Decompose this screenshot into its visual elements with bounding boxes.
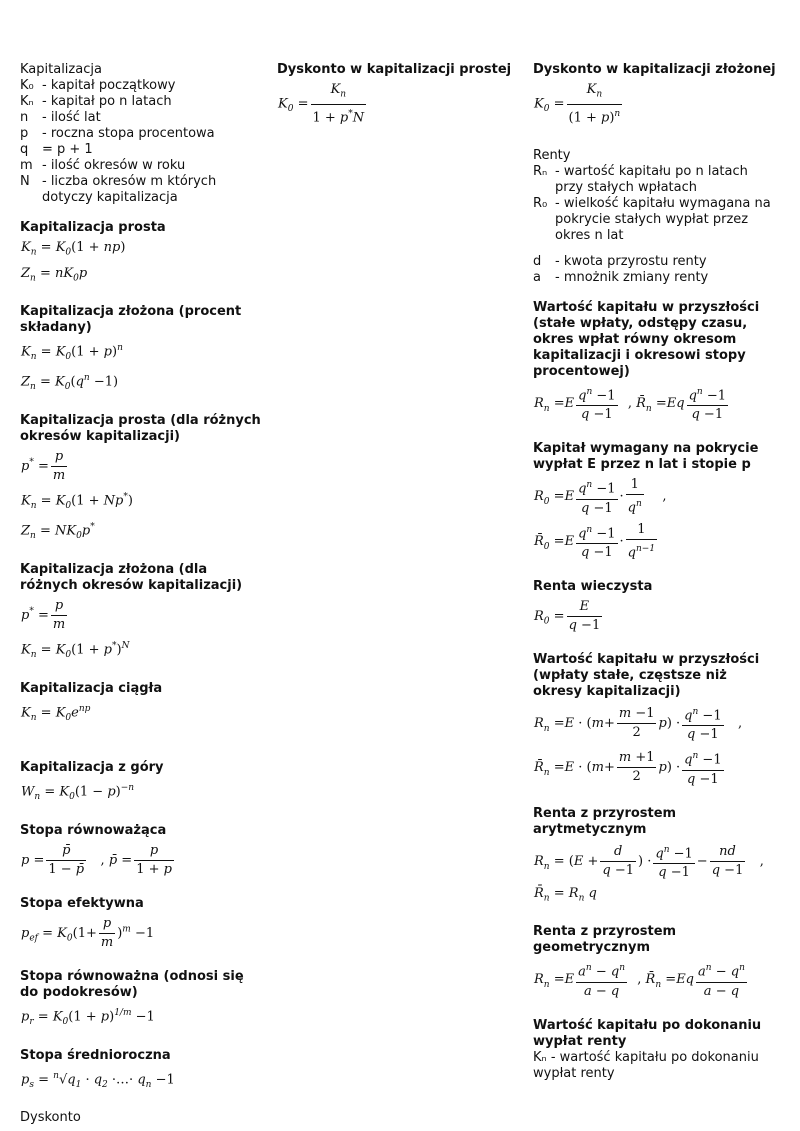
definition-row: Kₙ - kapitał po n latach (20, 94, 172, 109)
section-title: Wartość kapitału w przyszłości (wpłaty stałe, częstsze niż okresy kapitalizacji) (533, 651, 760, 699)
section-title: Dyskonto w kapitalizacji prostej (277, 62, 512, 77)
section-title: Wartość kapitału w przyszłości (stałe wpłaty, odstępy czasu, okres wpłat równy okresom kapitalizacji i okresowi stopy procentowej) (533, 299, 760, 379)
section-title: Dyskonto w kapitalizacji złożonej (533, 62, 776, 77)
section-title: Renta z przyrostem arytmetycznym (533, 805, 677, 837)
after-payout-desc: Kₙ - wartość kapitału po dokonaniu wypłat renty (533, 1049, 759, 1081)
definition-list (20, 78, 265, 206)
formula: $Z_n = nK_0p$ (21, 265, 88, 284)
formula: $K_0$ = $\frac{K_n}{1 + p^*N}$ (278, 82, 365, 125)
formula: $R_n =E \cdot (m+$ $\frac{m -1}{2}$ p) · $\frac{q^n -1}{q -1}$ , (534, 703, 778, 744)
formula: $p_r = K_0(1 + p)^{1/m} -1$ (21, 1007, 155, 1027)
definition-row: R₀ - wielkość kapitału wymagana na pokrycie stałych wypłat przez okres n lat (533, 195, 771, 243)
section-title: Kapitalizacja ciągła (20, 680, 163, 696)
section-title: Wartość kapitału po dokonaniu wypłat renty (533, 1017, 762, 1049)
definition-row: p - roczna stopa procentowa (20, 126, 215, 141)
definition-row: K₀ - kapitał początkowy (20, 78, 176, 93)
formula: $R̄_n = R_n$ q (534, 885, 597, 904)
section-title: Renta wieczysta (533, 578, 653, 594)
definition-row: N - liczba okresów m których dotyczy kapitalizacja (20, 174, 217, 205)
section-title: Kapitalizacja z góry (20, 759, 164, 775)
formula: $R_n =E$ $\frac{a^n - q^n}{a - q}$ , $R̄_n =Eq$ $\frac{a^n - q^n}{a - q}$ (534, 959, 778, 1000)
formula: $W_n = K_0(1 - p)^{-n}$ (21, 782, 135, 802)
formula: $R̄_n =E \cdot (m+$ $\frac{m +1}{2}$ p) · $\frac{q^n -1}{q -1}$ (534, 747, 778, 788)
section-title: Kapitalizacja złożona (dla różnych okresów kapitalizacji) (20, 561, 243, 593)
column-middle (277, 62, 517, 130)
formula: $R̄_0 =E$ $\frac{q^n -1}{q -1}$ · $\frac{1}{q^{n-1}}$ (534, 521, 656, 560)
column-left (20, 62, 265, 1126)
definition-row: n - ilość lat (20, 110, 101, 125)
section-title: Kapitał wymagany na pokrycie wypłat E przez n lat i stopie p (533, 441, 759, 473)
definition-row: q = p + 1 (20, 142, 93, 157)
formula: p* = $\frac{p}{m}$ (21, 597, 66, 632)
section-title: Renta z przyrostem geometrycznym (533, 924, 677, 956)
formula: $K_n = K_0(1 + np)$ (21, 240, 126, 258)
section-title: Stopa efektywna (20, 895, 144, 911)
formula: $Z_n = K_0(q^n -1)$ (21, 373, 119, 393)
intro-title: Kapitalizacja (20, 62, 102, 77)
definition-row: a - mnożnik zmiany renty (533, 269, 709, 285)
formula: $R_0$ = $\frac{E}{q -1}$ (534, 598, 601, 633)
formula: $K_n = K_0(1 + Np^*)$ (21, 492, 133, 511)
renty-title: Renty (533, 147, 571, 163)
section-title: Stopa średnioroczna (20, 1047, 171, 1063)
formula: $Z_n = NK_0p^*$ (21, 521, 95, 541)
formula: $R_n = (E$ + $\frac{d}{q -1}$ ) · $\frac{q^n -1}{q -1}$ − $\frac{nd}{q -1}$ , (534, 841, 778, 882)
formula: $R_0 =E$ $\frac{q^n -1}{q -1}$ · $\frac{1}{q^n}$ , (534, 477, 667, 516)
formula: $p_{ef} = K_0(1+$ $\frac{p}{m}$ )$^m$ −1 (21, 915, 155, 950)
definition-row: d - kwota przyrostu renty (533, 253, 707, 269)
section-title: Kapitalizacja prosta (dla różnych okresów kapitalizacji) (20, 413, 261, 445)
formula: $R_n =E$ $\frac{q^n -1}{q -1}$ , $R̄_n =Eq$ $\frac{q^n -1}{q -1}$ (534, 383, 778, 424)
formula: p* = $\frac{p}{m}$ (21, 449, 66, 484)
formula: $K_n = K_0(1 + p)^n$ (21, 343, 123, 363)
formula: $K_n = K_0(1 + p^*)^N$ (21, 640, 130, 660)
column-right (533, 62, 778, 1082)
formula: $K_n = K_0e^{np}$ (21, 703, 91, 723)
discount-label: Dyskonto (20, 1110, 81, 1126)
formula: p = $\frac{p̄}{1 - p̄}$ , p̄ = $\frac{p}{1 + p}$ (21, 842, 172, 877)
section-title: Stopa równoważąca (20, 822, 167, 838)
definition-row: Rₙ - wartość kapitału po n latach przy stałych wpłatach (533, 163, 748, 195)
section-title: Stopa równoważna (odnosi się do podokresów) (20, 968, 244, 1000)
formula: $K_0$ = $\frac{K_n}{(1 + p)^n}$ (534, 82, 621, 125)
section-title: Kapitalizacja złożona (procent składany) (20, 304, 242, 336)
formula: $p_s = ^n√q_1 \cdot q_2$ ·…· $q_n -1$ (21, 1070, 175, 1090)
section-title: Kapitalizacja prosta (20, 220, 166, 235)
definition-row: m - ilość okresów w roku (20, 158, 186, 173)
